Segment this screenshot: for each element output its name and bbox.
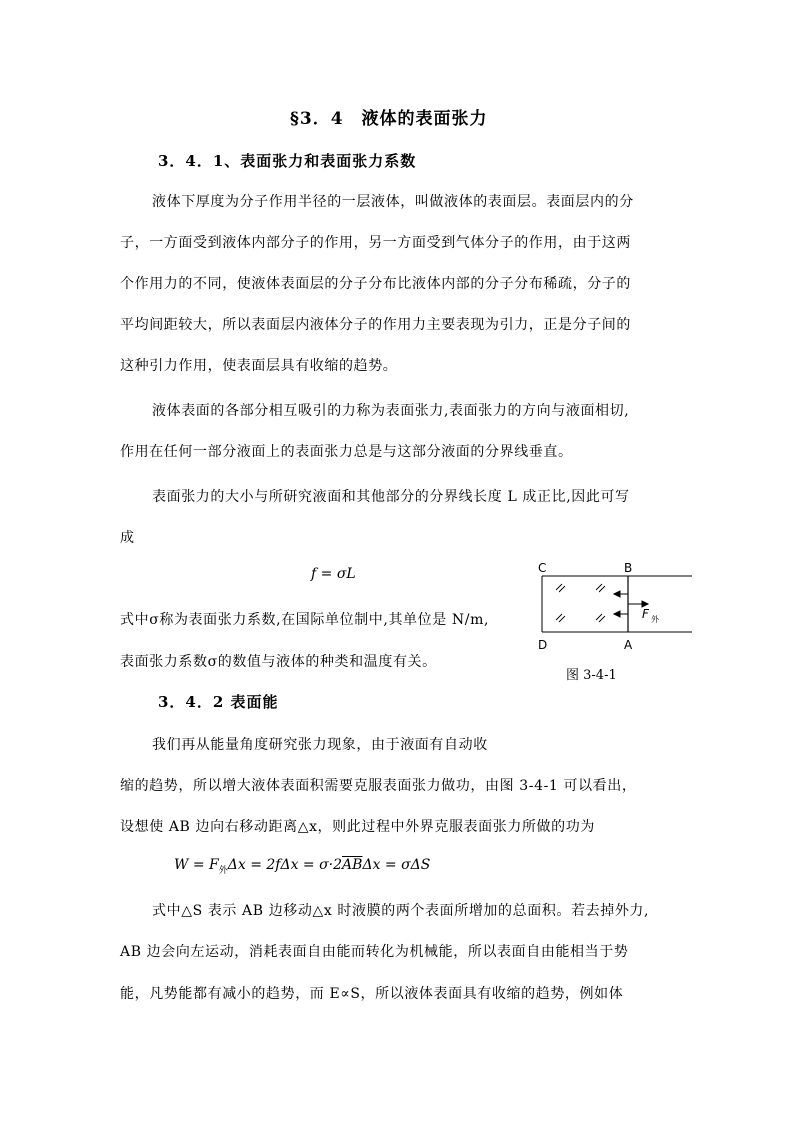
- paragraph-line: 表面张力系数σ的数值与液体的种类和温度有关。: [120, 654, 437, 670]
- page-title: §3．4 液体的表面张力: [290, 109, 488, 129]
- paragraph-line: 液体下厚度为分子作用半径的一层液体，叫做液体的表面层。表面层内的分: [152, 194, 634, 210]
- formula-overline-ab: $\overline{AB}$: [342, 857, 363, 873]
- paragraph-line: 表面张力的大小与所研究液面和其他部分的分界线长度 L 成正比,因此可写: [152, 489, 630, 505]
- paragraph-line: 我们再从能量角度研究张力现象，由于液面有自动收: [152, 737, 488, 753]
- paragraph-line: 式中σ称为表面张力系数,在国际单位制中,其单位是 N/m,: [120, 612, 489, 628]
- section-heading-2: 3．4．2 表面能: [158, 693, 279, 711]
- formula-work-mid: Δx = 2fΔx = σ·2: [227, 857, 343, 873]
- paragraph-line: 缩的趋势，所以增大液体表面积需要克服表面张力做功，由图 3-4-1 可以看出，: [120, 778, 637, 794]
- figure-caption: 图 3-4-1: [566, 668, 617, 683]
- paragraph-line: 平均间距较大，所以表面层内液体分子的作用力主要表现为引力，正是分子间的: [120, 317, 631, 333]
- film-hatch-marks: [556, 584, 605, 622]
- paragraph-line: 设想使 AB 边向右移动距离△x，则此过程中外界克服表面张力所做的功为: [120, 819, 595, 835]
- label-d: D: [538, 638, 548, 652]
- paragraph-line: 成: [120, 530, 135, 546]
- paragraph-line: 个作用力的不同，使液体表面层的分子分布比液体内部的分子分布稀疏，分子的: [120, 276, 631, 292]
- section-heading-1: 3．4．1、表面张力和表面张力系数: [158, 152, 417, 170]
- tension-arrows: [614, 591, 628, 617]
- formula-work: [174, 857, 430, 876]
- paragraph-line: AB 边会向左运动，消耗表面自由能而转化为机械能，所以表面自由能相当于势: [120, 944, 629, 960]
- label-force: F: [642, 607, 649, 621]
- paragraph-line: 能，凡势能都有减小的趋势，而 E∝S，所以液体表面具有收缩的趋势，例如体: [120, 986, 624, 1002]
- label-c: C: [538, 561, 547, 575]
- label-force-subscript: 外: [651, 615, 659, 624]
- figure-liquid-film-frame: [530, 560, 700, 658]
- paragraph-line: 液体表面的各部分相互吸引的力称为表面张力,表面张力的方向与液面相切,: [152, 403, 630, 419]
- formula-work-lhs: W = F: [174, 857, 219, 873]
- paragraph-line: 子，一方面受到液体内部分子的作用，另一方面受到气体分子的作用，由于这两: [120, 235, 631, 251]
- paragraph-line: 式中△S 表示 AB 边移动△x 时液膜的两个表面所增加的总面积。若去掉外力,: [152, 903, 650, 919]
- label-a: A: [624, 638, 633, 652]
- formula-work-rhs: Δx = σΔS: [362, 857, 431, 873]
- label-b: B: [624, 561, 633, 575]
- paragraph-line: 作用在任何一部分液面上的表面张力总是与这部分液面的分界线垂直。: [120, 444, 573, 460]
- formula-surface-tension: f = σL: [311, 566, 356, 582]
- formula-subscript: 外: [218, 865, 228, 876]
- paragraph-line: 这种引力作用，使表面层具有收缩的趋势。: [120, 358, 398, 374]
